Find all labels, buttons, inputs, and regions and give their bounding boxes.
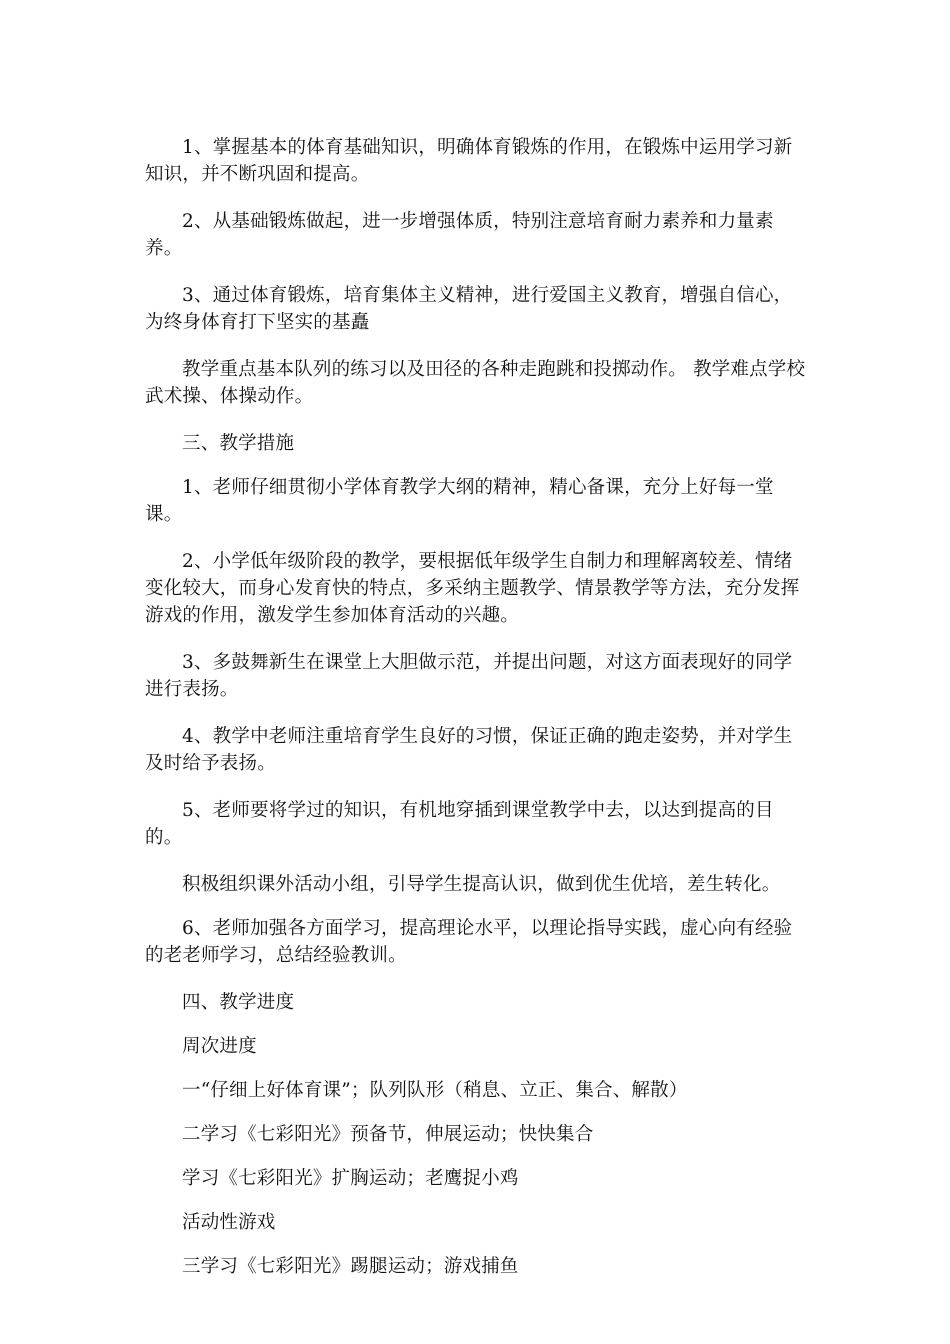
document-body (145, 134, 810, 1297)
paragraph-measure-4: 4、教学中老师注重培育学生良好的习惯，保证正确的跑走姿势，并对学生及时给予表扬。 (145, 726, 793, 774)
schedule-week-2: 二学习《七彩阳光》预备节，伸展运动；快快集合 (182, 1124, 594, 1145)
paragraph-extracurricular: 积极组织课外活动小组，引导学生提高认识，做到优生优培，差生转化。 (182, 874, 781, 895)
schedule-week-2-extra: 学习《七彩阳光》扩胸运动；老鹰捉小鸡 (182, 1168, 519, 1189)
paragraph-measure-6: 6、老师加强各方面学习，提高理论水平，以理论指导实践，虚心向有经验的老老师学习，总结经验教训。 (145, 918, 793, 966)
paragraph-measure-3: 3、多鼓舞新生在课堂上大胆做示范，并提出问题，对这方面表现好的同学进行表扬。 (145, 652, 793, 700)
schedule-activity-games: 活动性游戏 (182, 1212, 276, 1233)
section-heading-measures: 三、教学措施 (182, 433, 295, 454)
schedule-week-1: 一“仔细上好体育课”；队列队形（稍息、立正、集合、解散） (182, 1080, 688, 1101)
paragraph-key-points: 教学重点基本队列的练习以及田径的各种走跑跳和投掷动作。 教学难点学校武术操、体操动作。 (145, 359, 806, 407)
paragraph-objective-2: 2、从基础锻炼做起，进一步增强体质，特别注意培育耐力素养和力量素养。 (145, 211, 774, 259)
schedule-week-3: 三学习《七彩阳光》踢腿运动；游戏捕鱼 (182, 1256, 519, 1277)
schedule-header: 周次进度 (182, 1036, 257, 1057)
section-heading-schedule: 四、教学进度 (182, 992, 295, 1013)
paragraph-objective-1: 1、掌握基本的体育基础知识，明确体育锻炼的作用，在锻炼中运用学习新知识，并不断巩固和提高。 (145, 137, 793, 185)
paragraph-measure-5: 5、老师要将学过的知识，有机地穿插到课堂教学中去，以达到提高的目的。 (145, 800, 774, 848)
paragraph-measure-1: 1、老师仔细贯彻小学体育教学大纲的精神，精心备课，充分上好每一堂课。 (145, 477, 774, 525)
paragraph-measure-2: 2、小学低年级阶段的教学，要根据低年级学生自制力和理解离较差、情绪变化较大，而身心发育快的特点，多采纳主题教学、情景教学等方法，充分发挥游戏的作用，激发学生参加体育活动的兴趣。 (145, 551, 800, 626)
paragraph-objective-3: 3、通过体育锻炼，培育集体主义精神，进行爱国主义教育，增强自信心，为终身体育打下坚实的基矗 (145, 285, 793, 333)
